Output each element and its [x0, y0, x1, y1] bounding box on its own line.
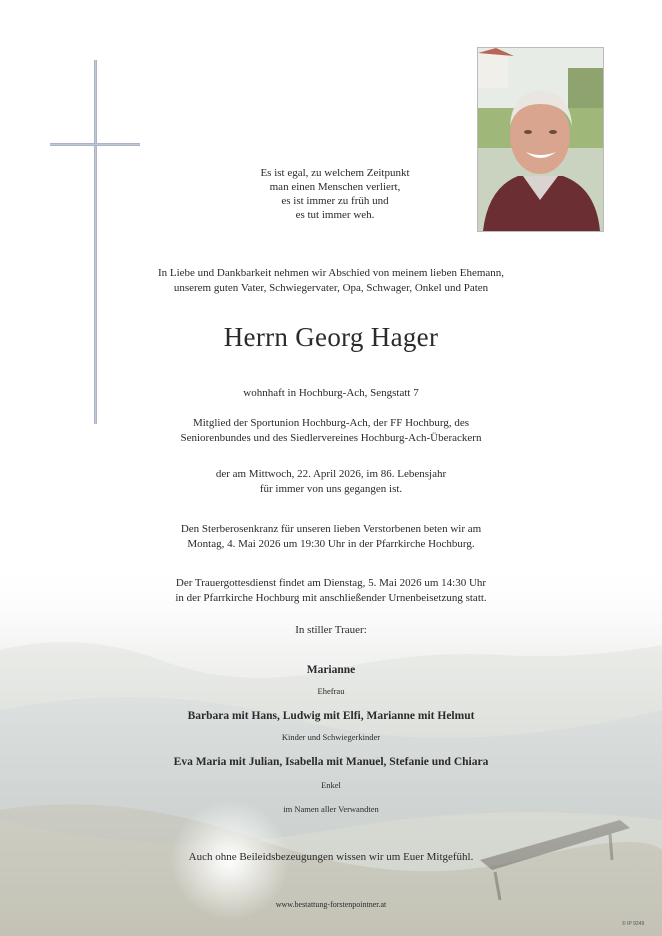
residence: wohnhaft in Hochburg-Ach, Sengstatt 7 [243, 387, 419, 399]
funeral-notice [0, 576, 662, 606]
cross-horizontal-bar [50, 143, 140, 146]
death-line: der am Mittwoch, 22. April 2026, im 86. Lebensjahr [215, 468, 447, 480]
rosary-line: Den Sterberosenkranz für unseren lieben Verstorbenen beten wir am [180, 523, 482, 535]
intro-line: unserem guten Vater, Schwiegervater, Opa, Schwager, Onkel und Paten [173, 282, 489, 294]
mourner-names: Marianne [306, 664, 356, 676]
intro-text [0, 266, 662, 296]
mourner-relation: Enkel [321, 780, 341, 790]
mourning-heading: In stiller Trauer: [295, 624, 367, 636]
mourner-names: Barbara mit Hans, Ludwig mit Elfi, Marianne mit Helmut [187, 710, 475, 722]
poem-line: Es ist egal, zu welchem Zeitpunkt [260, 167, 410, 179]
mourner-relation: Ehefrau [317, 686, 345, 696]
poem-line: man einen Menschen verliert, [269, 181, 401, 193]
funeral-line: Der Trauergottesdienst findet am Dienstag, 5. Mai 2026 um 14:30 Uhr [175, 577, 487, 589]
membership-line: Mitglied der Sportunion Hochburg-Ach, der FF Hochburg, des [192, 417, 470, 429]
funeral-line: in der Pfarrkirche Hochburg mit anschließender Urnenbeisetzung statt. [175, 592, 487, 604]
death-line: für immer von uns gegangen ist. [259, 483, 403, 495]
deceased-name: Herrn Georg Hager [223, 322, 439, 352]
rosary-notice [0, 522, 662, 552]
cross-vertical-bar [94, 60, 97, 424]
portrait-image [478, 48, 603, 231]
poem [220, 166, 450, 222]
membership [0, 416, 662, 446]
portrait-photo [477, 47, 604, 232]
poem-line: es ist immer zu früh und [281, 195, 389, 207]
rosary-line: Montag, 4. Mai 2026 um 19:30 Uhr in der Pfarrkirche Hochburg. [187, 538, 475, 550]
poem-line: es tut immer weh. [295, 209, 375, 221]
website-link[interactable]: www.bestattung-forstenpointner.at [275, 900, 387, 909]
death-notice [0, 467, 662, 497]
relatives-line: im Namen aller Verwandten [283, 804, 379, 814]
closing-line: Auch ohne Beileidsbezeugungen wissen wir um Euer Mitgefühl. [188, 851, 474, 863]
membership-line: Seniorenbundes und des Siedlervereines Hochburg-Ach-Überackern [180, 432, 482, 444]
print-code: © IP 9249 [622, 921, 645, 927]
mourner-relation: Kinder und Schwiegerkinder [281, 732, 381, 742]
landscape-background [0, 560, 662, 936]
mourner-names: Eva Maria mit Julian, Isabella mit Manuel, Stefanie und Chiara [173, 756, 489, 768]
intro-line: In Liebe und Dankbarkeit nehmen wir Abschied von meinem lieben Ehemann, [157, 267, 505, 279]
